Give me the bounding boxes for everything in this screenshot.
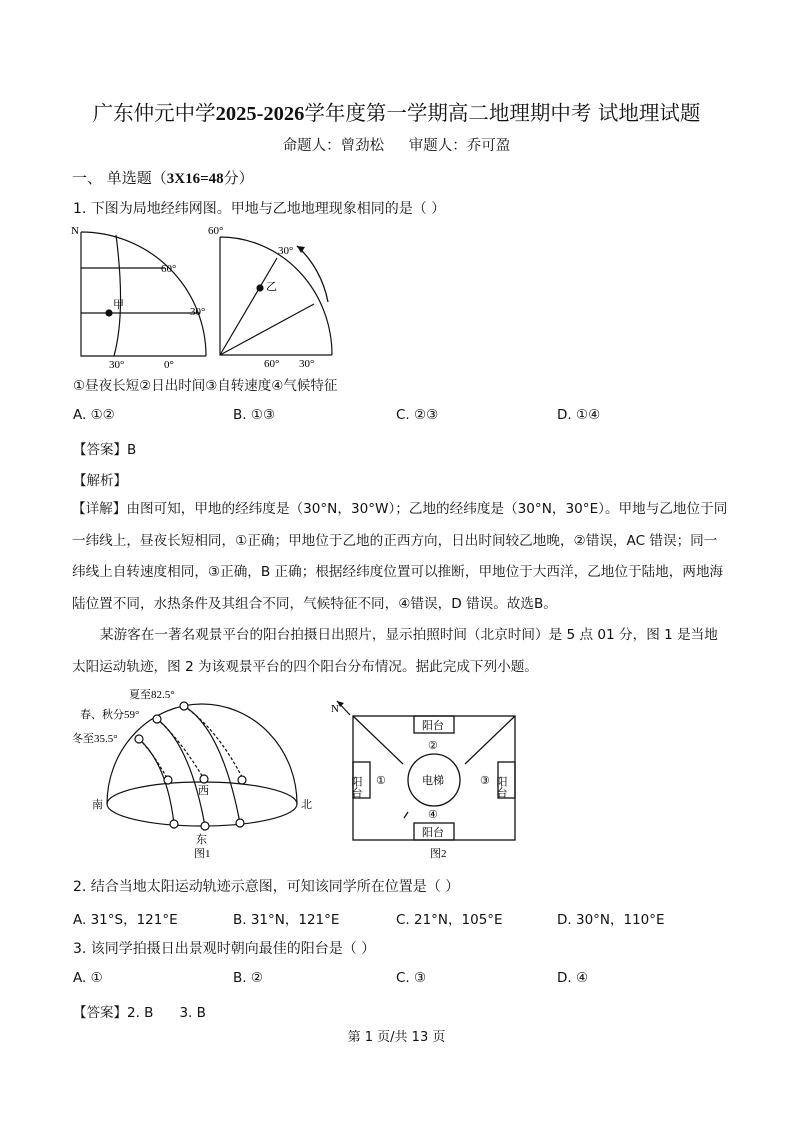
q1-analysis-label: 【解析】 [73, 473, 127, 489]
point-yi-marker [256, 284, 263, 291]
q1-option-a[interactable]: A. ①② [73, 407, 115, 423]
balcony-4-label: 阳台 [422, 827, 444, 839]
east-label: 东 [196, 834, 207, 846]
number-3: ③ [480, 775, 490, 787]
summer-path [184, 706, 240, 823]
r-lat-60-label: 60° [208, 225, 224, 237]
intro-paragraph: 某游客在一著名观景平台的阳台拍摄日出照片，显示拍照时间（北京时间）是 5 点 01 分，图 1 是当地太阳运动轨迹，图 2 为该观景平台的四个阳台分布情况。据此完成下列小题。 [72, 627, 718, 675]
north-label-fig1: 北 [301, 799, 312, 811]
section-heading: 一、 单选题（3X16=48分） [72, 169, 254, 187]
r-lon-30-label: 30° [299, 358, 315, 370]
r-lat-30-label: 30° [278, 245, 294, 257]
north-label-fig2: N [331, 703, 339, 715]
number-2: ② [428, 740, 438, 752]
q1-figure-right [208, 222, 340, 372]
q1-stem: 1. 下图为局地经纬网图。甲地与乙地地理现象相同的是（ ） [73, 201, 446, 217]
author-name: 命题人：曾劲松 [282, 138, 385, 154]
q1-answer: 【答案】B [73, 442, 137, 458]
page-footer: 第 1 页/共 13 页 [347, 1030, 446, 1045]
equinox-label: 春、秋分59° [80, 709, 140, 721]
q3-option-c[interactable]: C. ③ [396, 970, 427, 986]
number-1: ① [376, 775, 386, 787]
lat-30-label: 30° [190, 306, 206, 318]
figure-1-sun-path [72, 684, 332, 864]
point-jia-label: 甲 [113, 299, 124, 311]
point-jia-marker [105, 309, 112, 316]
point-yi-label: 乙 [266, 281, 277, 293]
authors-line [0, 134, 793, 155]
q1-option-d[interactable]: D. ①④ [557, 407, 601, 423]
south-label: 南 [92, 799, 103, 811]
west-label: 西 [198, 785, 209, 797]
elevator-label: 电梯 [422, 775, 444, 787]
figure-1-caption: 图1 [194, 848, 211, 860]
q1-figure-left [72, 222, 218, 372]
balcony-3-label: 阳台 [495, 776, 507, 798]
balcony-1-label: 阳台 [350, 776, 362, 798]
page-title: 广东仲元中学2025-2026学年度第一学期高二地理期中考 试地理试题 [92, 101, 701, 125]
q2-option-a[interactable]: A. 31°S，121°E [73, 912, 178, 928]
q2-stem: 2. 结合当地太阳运动轨迹示意图，可知该同学所在位置是（ ） [73, 879, 460, 895]
north-label: N [71, 225, 79, 237]
q3-option-d[interactable]: D. ④ [557, 970, 589, 986]
reviewer-name: 审题人：乔可盈 [408, 138, 511, 154]
q1-option-c[interactable]: C. ②③ [396, 407, 439, 423]
lon-0-label: 0° [164, 359, 174, 371]
lat-60-label: 60° [161, 263, 177, 275]
q1-detail: 【详解】由图可知，甲地的经纬度是（30°N，30°W）；乙地的经纬度是（30°N，30°E）。甲地与乙地位于同一纬线上，昼夜长短相同，①正确；甲地位于乙地的正西方向，日出时间较乙地晚，②错误，AC 错误；同一纬线上自转速度相同，③正确，B 正确；根据经纬度位置可以推断，甲地位于大西洋，乙地位于陆地，两地海陆位置不同，水热条件及其组合不同，气候特征不同，④错误，D 错误。故选B。 [72, 501, 728, 612]
winter-label: 冬至35.5° [72, 733, 118, 745]
q2-option-c[interactable]: C. 21°N，105°E [396, 912, 503, 928]
q2-q3-answer: 【答案】2. B 3. B [73, 1005, 206, 1021]
figure-2-caption: 图2 [430, 848, 447, 860]
figure-2-balconies [328, 700, 528, 866]
q1-items: ①昼夜长短②日出时间③自转速度④气候特征 [73, 378, 338, 394]
q2-option-b[interactable]: B. 31°N，121°E [233, 912, 340, 928]
summer-label: 夏至82.5° [129, 689, 175, 701]
balcony-2-label: 阳台 [422, 720, 444, 732]
number-4: ④ [428, 809, 438, 821]
q3-stem: 3. 该同学拍摄日出景观时朝向最佳的阳台是（ ） [73, 941, 376, 957]
lon-30-label: 30° [109, 359, 125, 371]
q1-option-b[interactable]: B. ①③ [233, 407, 276, 423]
r-lon-60-label: 60° [264, 358, 280, 370]
q2-option-d[interactable]: D. 30°N，110°E [557, 912, 665, 928]
q3-option-b[interactable]: B. ② [233, 970, 263, 986]
q3-option-a[interactable]: A. ① [73, 970, 103, 986]
